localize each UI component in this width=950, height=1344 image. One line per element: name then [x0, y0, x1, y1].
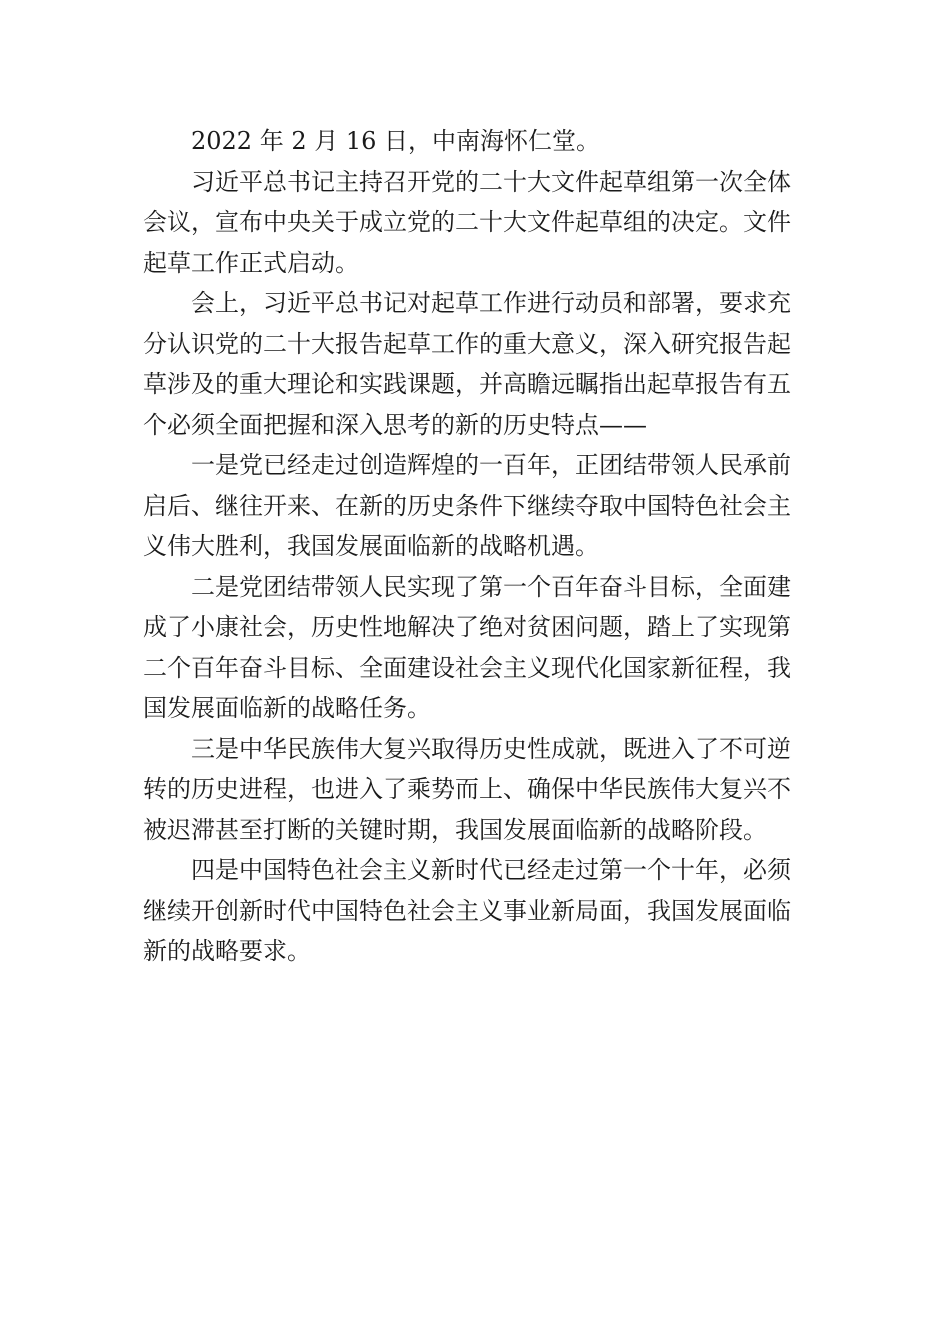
paragraph-feature-two: 二是党团结带领人民实现了第一个百年奋斗目标，全面建成了小康社会，历史性地解决了绝对贫困问题，踏上了实现第二个百年奋斗目标、全面建设社会主义现代化国家新征程，我国发展面临新的战略任务。	[143, 572, 791, 722]
document-body	[143, 121, 808, 972]
paragraph-date-location: 2022 年 2 月 16 日，中南海怀仁堂。	[191, 127, 601, 155]
paragraph-meeting: 习近平总书记主持召开党的二十大文件起草组第一次全体会议，宣布中央关于成立党的二十大文件起草组的决定。文件起草工作正式启动。	[143, 167, 791, 277]
paragraph-deployment: 会上，习近平总书记对起草工作进行动员和部署，要求充分认识党的二十大报告起草工作的重大意义，深入研究报告起草涉及的重大理论和实践课题，并高瞻远瞩指出起草报告有五个必须全面把握和深入思考的新的历史特点——	[143, 289, 791, 439]
paragraph-feature-one: 一是党已经走过创造辉煌的一百年，正团结带领人民承前启后、继往开来、在新的历史条件下继续夺取中国特色社会主义伟大胜利，我国发展面临新的战略机遇。	[143, 451, 791, 560]
paragraph-feature-three: 三是中华民族伟大复兴取得历史性成就，既进入了不可逆转的历史进程，也进入了乘势而上、确保中华民族伟大复兴不被迟滞甚至打断的关键时期，我国发展面临新的战略阶段。	[143, 734, 791, 844]
paragraph-feature-four: 四是中国特色社会主义新时代已经走过第一个十年，必须继续开创新时代中国特色社会主义事业新局面，我国发展面临新的战略要求。	[143, 856, 791, 965]
